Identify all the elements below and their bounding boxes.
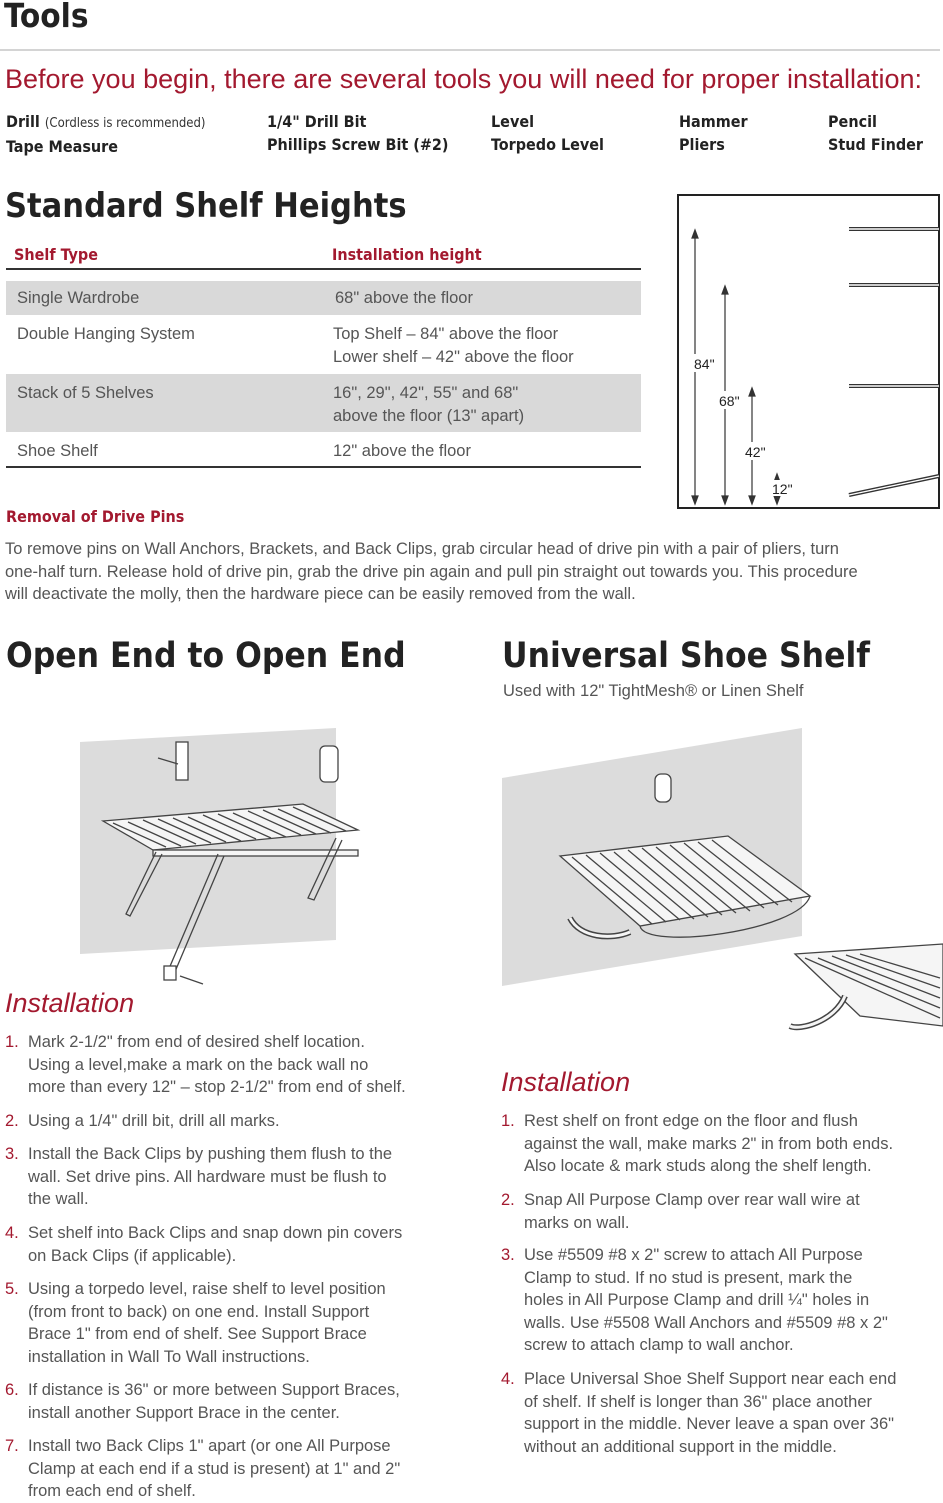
step-number: 4.: [5, 1224, 19, 1242]
open-end-step-1: [5, 1031, 445, 1099]
row-height-line: Lower shelf – 42" above the floor: [333, 347, 574, 366]
row-height: 12" above the floor: [333, 442, 471, 460]
step-number: 2.: [501, 1191, 515, 1209]
step-line: wall. Set drive pins. All hardware must be flush to: [28, 1167, 387, 1186]
step-line: Install the Back Clips by pushing them flush to the: [28, 1145, 393, 1163]
row-type: Single Wardrobe: [17, 289, 140, 307]
col-header-installation-height: Installation height: [332, 245, 482, 264]
table-rule: [6, 466, 641, 468]
row-type: Shoe Shelf: [17, 442, 98, 460]
open-end-step-7: [5, 1435, 445, 1503]
step-line: support in the middle. Never leave a span over 36": [524, 1415, 894, 1433]
step-line: installation in Wall To Wall instructions.: [28, 1347, 310, 1366]
step-line: from each end of shelf.: [28, 1482, 196, 1500]
step-line: Mark 2-1/2" from end of desired shelf location.: [28, 1033, 365, 1051]
row-height-line: Top Shelf – 84" above the floor: [333, 325, 559, 343]
row-height: [333, 382, 524, 427]
step-line: Brace 1" from end of shelf. See Support Brace: [28, 1325, 367, 1343]
step-number: 5.: [5, 1280, 19, 1298]
step-line: Place Universal Shoe Shelf Support near each end: [524, 1370, 897, 1388]
tool-column-2: [267, 110, 449, 156]
step-number: 3.: [5, 1145, 19, 1163]
step-line: Clamp at each end if a stud is present) at 1" and 2": [28, 1459, 401, 1478]
step-line: against the wall, make marks 2" in from both ends.: [524, 1134, 894, 1153]
row-height: 68" above the floor: [335, 289, 473, 307]
label-12: 12": [772, 481, 793, 497]
label-42: 42": [745, 444, 766, 460]
tool-item: Drill: [6, 112, 40, 131]
step-line: without an additional support in the middle.: [524, 1437, 837, 1456]
step-line: the wall.: [28, 1190, 89, 1208]
tool-column-3: [491, 110, 604, 156]
shoe-step-1: [501, 1110, 941, 1178]
tool-note: (Cordless is recommended): [44, 116, 206, 131]
shoe-step-4: [501, 1368, 941, 1458]
row-type: Stack of 5 Shelves: [17, 384, 154, 402]
step-line: Using a level,make a mark on the back wall no: [28, 1055, 369, 1074]
open-end-step-3: [5, 1143, 445, 1211]
step-line: install another Support Brace in the center.: [28, 1403, 340, 1422]
step-line: Set shelf into Back Clips and snap down pin covers: [28, 1224, 403, 1242]
tools-intro: Before you begin, there are several tools you will need for proper installation:: [5, 64, 923, 94]
step-line: of shelf. If shelf is longer than 36" place another: [524, 1392, 872, 1411]
row-height-line: above the floor (13" apart): [333, 406, 525, 425]
col-header-shelf-type: Shelf Type: [14, 245, 98, 264]
shoe-installation-heading: Installation: [501, 1067, 631, 1097]
open-end-step-4: [5, 1222, 445, 1267]
tool-item: Torpedo Level: [491, 135, 604, 154]
step-number: 2.: [5, 1112, 19, 1130]
step-line: Using a 1/4" drill bit, drill all marks.: [28, 1112, 280, 1130]
step-line: holes in All Purpose Clamp and drill ¼" holes in: [524, 1291, 870, 1309]
step-number: 3.: [501, 1246, 515, 1264]
shoe-step-2: [501, 1189, 941, 1234]
tool-item: Phillips Screw Bit (#2): [267, 135, 449, 154]
tool-item: Pencil: [828, 112, 877, 131]
row-height: [333, 323, 574, 368]
shoe-shelf-heading: Universal Shoe Shelf: [502, 636, 870, 676]
shelf-heights-heading: Standard Shelf Heights: [5, 186, 407, 226]
tool-item: Pliers: [679, 135, 725, 154]
label-68: 68": [719, 393, 740, 409]
step-line: on Back Clips (if applicable).: [28, 1246, 237, 1265]
divider: [0, 49, 940, 51]
removal-line: To remove pins on Wall Anchors, Brackets, and Back Clips, grab circular head of drive pin with a pair of pliers, turn: [5, 540, 839, 558]
open-end-illustration: [78, 726, 368, 992]
step-number: 6.: [5, 1381, 19, 1399]
step-line: Snap All Purpose Clamp over rear wall wire at: [524, 1191, 860, 1209]
open-end-step-6: [5, 1379, 445, 1424]
step-line: Using a torpedo level, raise shelf to level position: [28, 1280, 386, 1298]
tool-item: Hammer: [679, 112, 748, 131]
table-rule: [6, 268, 641, 270]
removal-text: [5, 538, 940, 606]
step-number: 1.: [501, 1112, 515, 1130]
tools-heading: Tools: [4, 0, 89, 35]
step-line: screw to attach clamp to wall anchor.: [524, 1336, 794, 1354]
shoe-step-3: [501, 1244, 941, 1357]
removal-line: will deactivate the molly, then the hardware piece can be easily removed from the wall.: [5, 585, 636, 603]
step-line: If distance is 36" or more between Support Braces,: [28, 1381, 400, 1399]
tool-item: Tape Measure: [6, 137, 119, 156]
removal-line: one-half turn. Release hold of drive pin, grab the drive pin again and pull pin straight out towards you. This procedure: [5, 562, 858, 581]
tool-column-4: [679, 110, 748, 156]
open-end-step-5: [5, 1278, 445, 1368]
step-line: (from front to back) on one end. Install Support: [28, 1302, 370, 1321]
step-line: more than every 12" – stop 2-1/2" from end of shelf.: [28, 1078, 406, 1096]
step-line: marks on wall.: [524, 1213, 630, 1232]
open-end-installation-heading: Installation: [5, 988, 135, 1018]
removal-heading: Removal of Drive Pins: [6, 507, 185, 526]
tool-column-5: [828, 110, 923, 156]
step-line: Use #5509 #8 x 2" screw to attach All Purpose: [524, 1246, 863, 1264]
shelf-height-diagram: [677, 194, 941, 510]
step-number: 1.: [5, 1033, 19, 1051]
step-line: Clamp to stud. If no stud is present, mark the: [524, 1268, 853, 1287]
open-end-heading: Open End to Open End: [6, 636, 406, 676]
step-line: walls. Use #5508 Wall Anchors and #5509 #8 x 2": [524, 1313, 888, 1332]
shoe-shelf-subtitle: Used with 12" TightMesh® or Linen Shelf: [503, 682, 804, 700]
label-84: 84": [694, 356, 715, 372]
shoe-shelf-illustration: [500, 726, 943, 1060]
row-type: Double Hanging System: [17, 325, 195, 343]
tool-item: Level: [491, 112, 535, 131]
step-line: Also locate & mark studs along the shelf length.: [524, 1157, 872, 1175]
tool-item: Stud Finder: [828, 135, 923, 154]
tool-column-1: [6, 110, 205, 158]
row-height-line: 16", 29", 42", 55" and 68": [333, 384, 519, 402]
step-number: 4.: [501, 1370, 515, 1388]
step-line: Install two Back Clips 1" apart (or one All Purpose: [28, 1437, 391, 1455]
open-end-step-2: [5, 1110, 445, 1133]
step-number: 7.: [5, 1437, 19, 1455]
step-line: Rest shelf on front edge on the floor and flush: [524, 1112, 858, 1130]
tool-item: 1/4" Drill Bit: [267, 112, 367, 131]
